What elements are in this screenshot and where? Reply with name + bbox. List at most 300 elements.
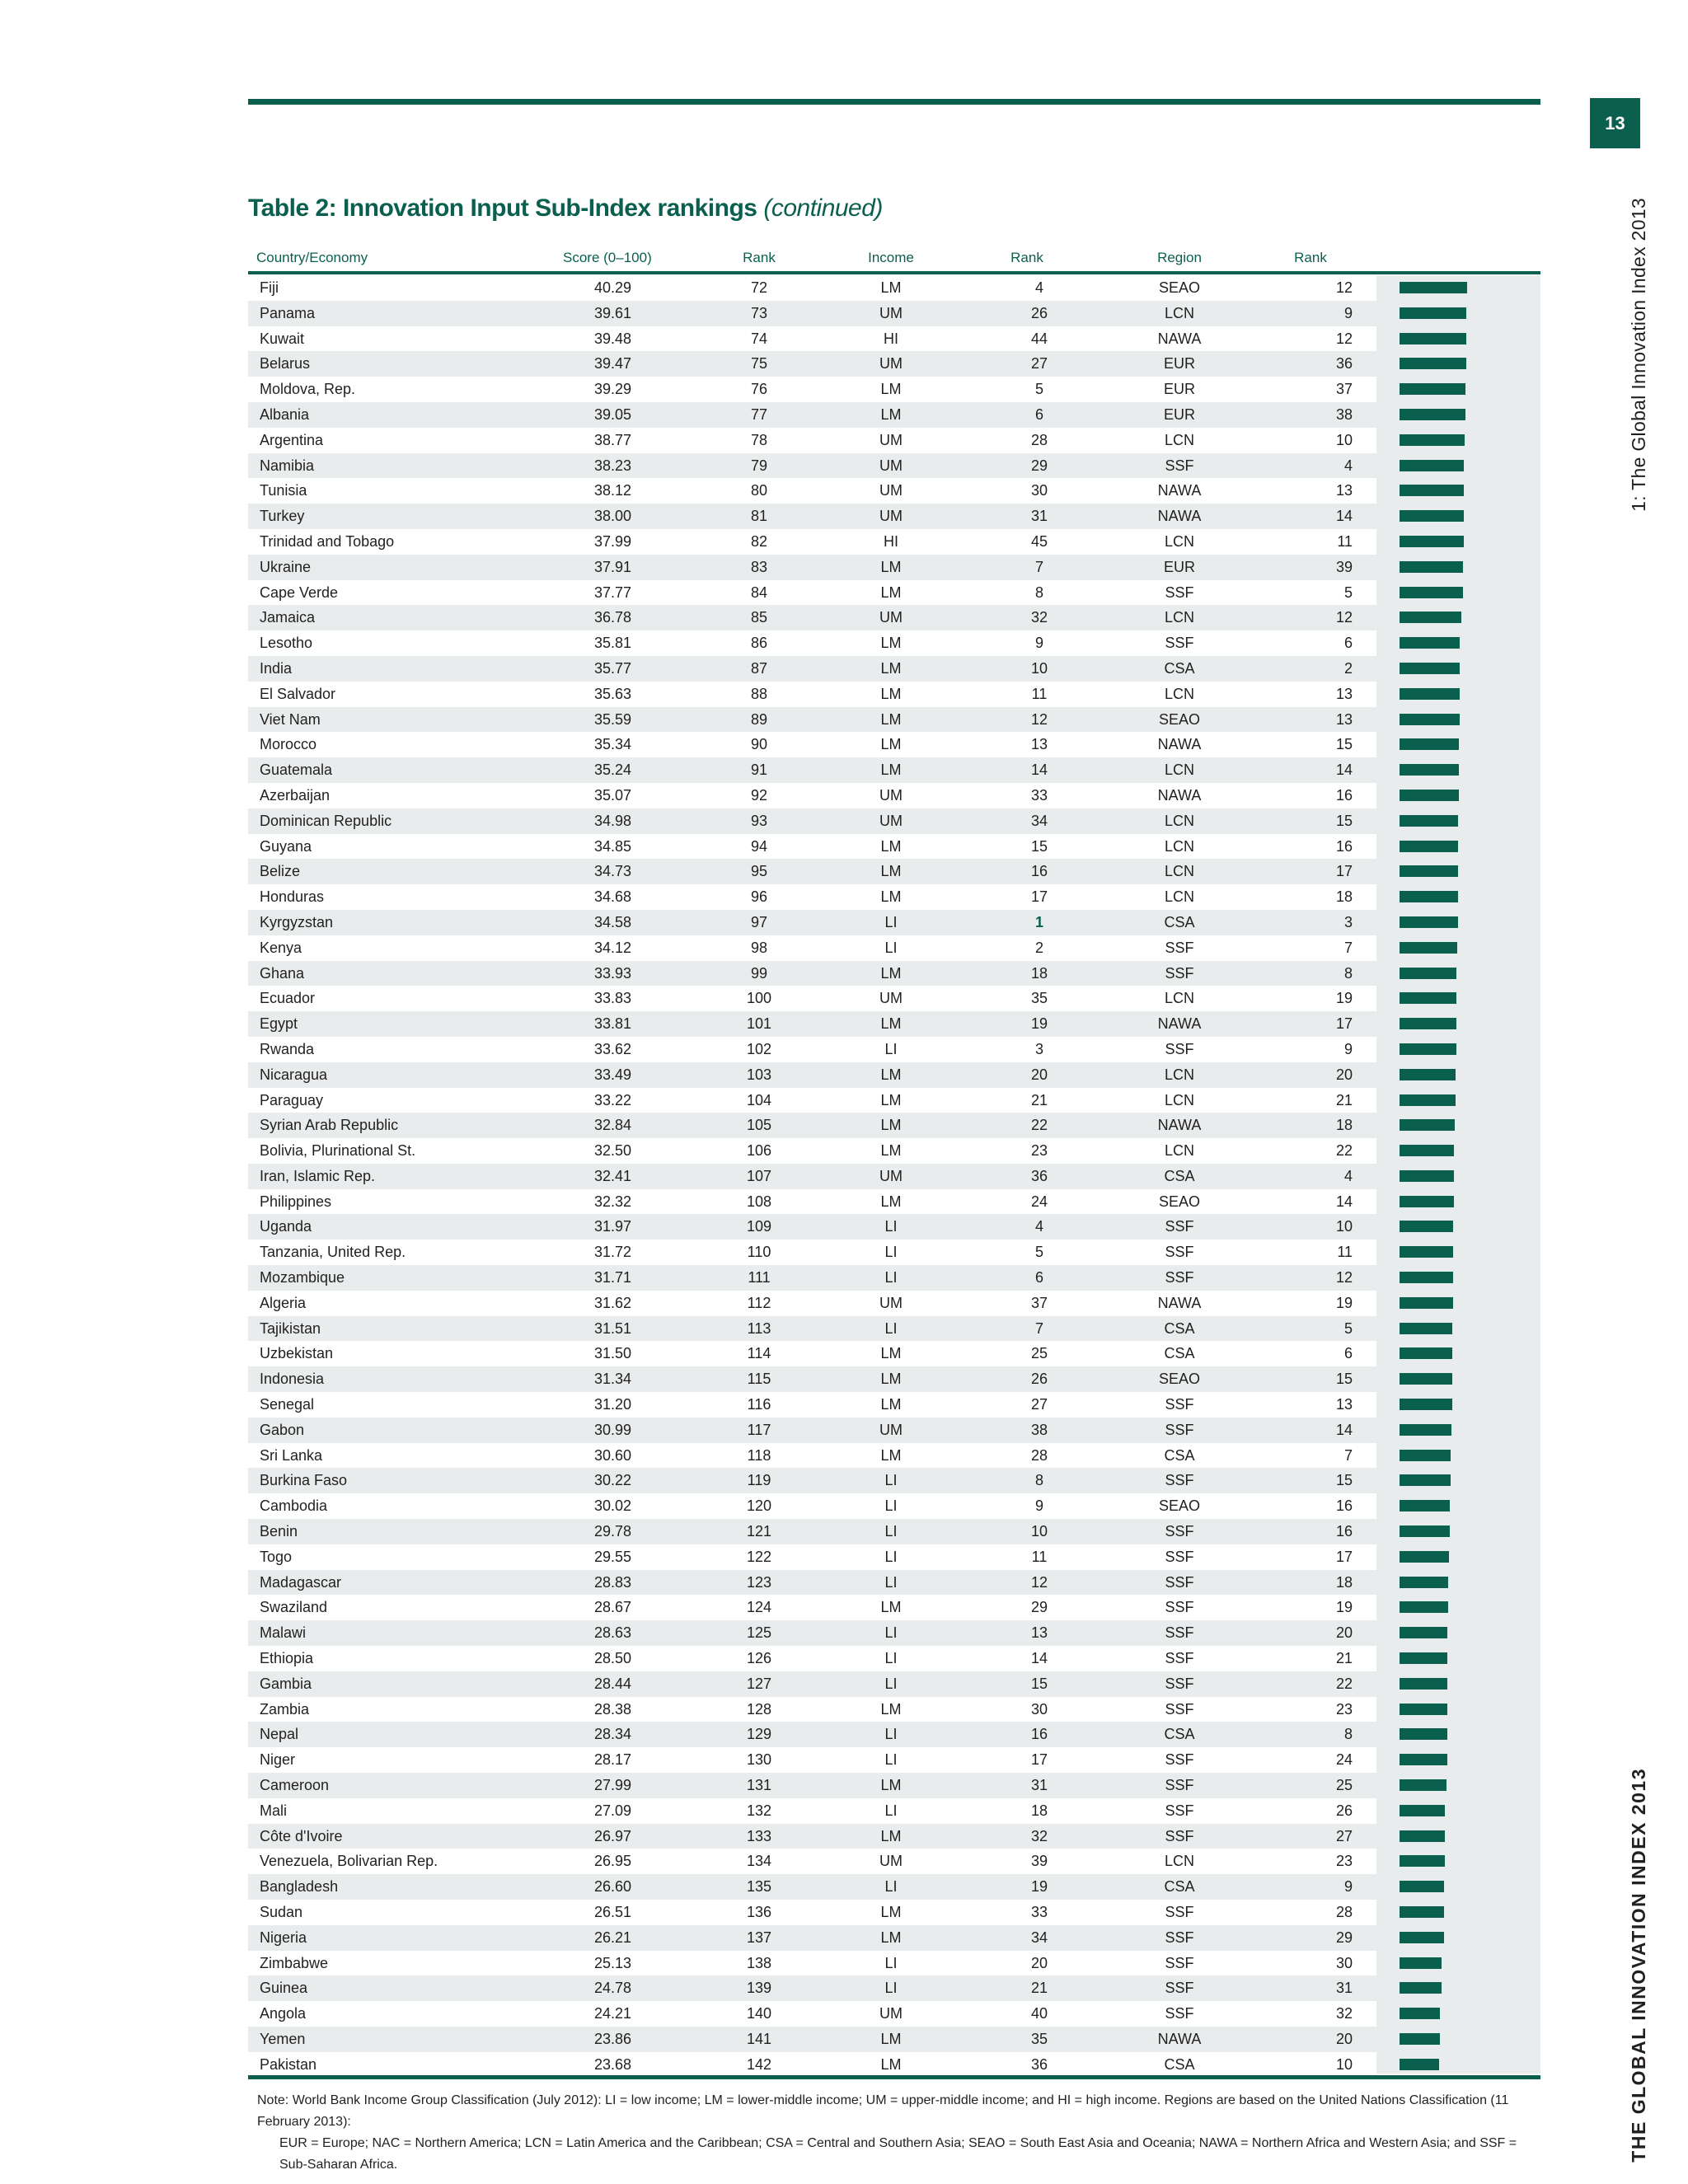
region-cell: CSA: [1164, 1726, 1195, 1743]
region-rank-cell: 36: [1335, 355, 1353, 373]
region-rank-cell: 13: [1335, 710, 1353, 728]
income-rank-cell: 31: [1030, 508, 1048, 525]
income-group-cell: HI: [884, 330, 898, 347]
income-rank-cell: 36: [1030, 2055, 1048, 2073]
income-rank-cell: 21: [1030, 1091, 1048, 1108]
score-cell: 31.34: [593, 1371, 631, 1388]
country-cell: Fiji: [260, 279, 279, 296]
region-cell: LCN: [1164, 1066, 1194, 1083]
score-bar: [1400, 1704, 1447, 1715]
region-cell: EUR: [1163, 355, 1195, 373]
score-cell: 34.98: [593, 812, 631, 829]
score-bar: [1400, 1652, 1447, 1664]
score-bar: [1400, 1246, 1453, 1258]
region-cell: SSF: [1165, 1751, 1194, 1769]
country-cell: Guinea: [260, 1980, 308, 1997]
score-cell: 35.24: [593, 762, 631, 779]
score-cell: 32.84: [593, 1117, 631, 1134]
income-rank-cell: 27: [1030, 1396, 1048, 1413]
income-group-cell: UM: [879, 355, 903, 373]
table-row: [248, 580, 1540, 606]
region-rank-cell: 7: [1343, 1446, 1353, 1464]
income-rank-cell: 13: [1030, 1624, 1048, 1642]
income-group-cell: LM: [880, 1371, 902, 1388]
score-cell: 30.02: [593, 1497, 631, 1515]
score-cell: 33.81: [593, 1015, 631, 1033]
score-bar: [1400, 942, 1457, 954]
region-cell: SSF: [1165, 1421, 1194, 1438]
country-cell: Belarus: [260, 355, 311, 373]
region-cell: LCN: [1164, 863, 1194, 880]
country-cell: Jamaica: [260, 609, 316, 626]
income-group-cell: LM: [880, 279, 902, 296]
rank-cell: 79: [750, 457, 768, 474]
country-cell: Malawi: [260, 1624, 307, 1642]
income-group-cell: LM: [880, 381, 902, 398]
score-bar: [1400, 2008, 1440, 2019]
score-bar: [1400, 307, 1466, 319]
rank-cell: 108: [746, 1193, 772, 1210]
income-rank-cell: 16: [1030, 1726, 1048, 1743]
table-row: [248, 1874, 1540, 1900]
region-rank-cell: 20: [1335, 1624, 1353, 1642]
region-rank-cell: 11: [1337, 532, 1353, 550]
country-cell: Tunisia: [260, 482, 307, 499]
score-bar: [1400, 1728, 1447, 1740]
income-group-cell: LI: [884, 1548, 898, 1565]
income-group-cell: LI: [884, 1954, 898, 1971]
region-rank-cell: 10: [1335, 431, 1353, 448]
region-cell: SEAO: [1158, 1497, 1201, 1515]
table-row: [248, 301, 1540, 326]
income-group-cell: LI: [884, 1980, 898, 1997]
rank-cell: 140: [746, 2005, 772, 2022]
table-row: [248, 1214, 1540, 1240]
score-bar: [1400, 1577, 1448, 1588]
region-cell: SSF: [1165, 1269, 1194, 1286]
score-bar: [1400, 663, 1460, 674]
score-cell: 33.93: [593, 964, 631, 982]
score-cell: 40.29: [593, 279, 631, 296]
score-bar: [1400, 1043, 1456, 1055]
income-rank-cell: 9: [1034, 635, 1043, 652]
income-rank-cell: 29: [1030, 457, 1048, 474]
income-rank-cell: 30: [1030, 482, 1048, 499]
score-bar: [1400, 1145, 1454, 1156]
rank-cell: 126: [746, 1650, 772, 1667]
country-cell: Turkey: [260, 508, 305, 525]
region-rank-cell: 5: [1343, 1319, 1353, 1337]
income-group-cell: LM: [880, 583, 902, 601]
region-rank-cell: 9: [1343, 304, 1353, 321]
table-row: [248, 1291, 1540, 1316]
score-bar: [1400, 714, 1460, 725]
region-cell: CSA: [1164, 659, 1195, 677]
score-bar: [1400, 1094, 1456, 1106]
table-row: [248, 783, 1540, 808]
rank-cell: 103: [746, 1066, 772, 1083]
table-row: [248, 1900, 1540, 1925]
region-rank-cell: 18: [1335, 1573, 1353, 1591]
score-cell: 28.83: [593, 1573, 631, 1591]
rank-cell: 81: [750, 508, 768, 525]
score-cell: 30.22: [593, 1472, 631, 1489]
region-cell: CSA: [1164, 1878, 1195, 1896]
region-rank-cell: 25: [1335, 1777, 1353, 1794]
table-row: [248, 859, 1540, 884]
table-row: [248, 1265, 1540, 1291]
region-rank-cell: 26: [1335, 1802, 1353, 1819]
country-cell: Viet Nam: [260, 710, 321, 728]
income-group-cell: LM: [880, 1117, 902, 1134]
rank-cell: 118: [747, 1446, 771, 1464]
region-cell: CSA: [1164, 1446, 1195, 1464]
table-row: [248, 1697, 1540, 1722]
score-cell: 32.41: [593, 1167, 631, 1184]
rank-cell: 76: [750, 381, 768, 398]
income-group-cell: LI: [884, 1269, 898, 1286]
rank-cell: 91: [750, 762, 768, 779]
rank-cell: 129: [746, 1726, 772, 1743]
region-rank-cell: 9: [1343, 1878, 1353, 1896]
rank-cell: 123: [746, 1573, 772, 1591]
note-line-2: EUR = Europe; NAC = Northern America; LCN = Latin America and the Caribbean; CSA = Central and Southern Asia; SEAO = South East Asia and Oceania; NAWA = Northern Africa and Western Asia; and SSF = Sub-Saharan Africa.: [279, 2136, 1517, 2172]
country-cell: Niger: [260, 1751, 296, 1769]
score-cell: 35.59: [593, 710, 631, 728]
score-cell: 33.22: [593, 1091, 631, 1108]
country-cell: Benin: [260, 1523, 298, 1540]
region-cell: LCN: [1164, 1853, 1194, 1870]
region-cell: SSF: [1165, 1904, 1194, 1920]
income-rank-cell: 13: [1030, 736, 1048, 753]
income-rank-cell: 21: [1030, 1980, 1048, 1997]
region-cell: NAWA: [1157, 1294, 1202, 1311]
income-rank-cell: 5: [1034, 1244, 1043, 1261]
table-row: [248, 1493, 1540, 1519]
country-cell: Guatemala: [260, 762, 333, 779]
table-row: [248, 834, 1540, 860]
region-cell: SSF: [1165, 1523, 1194, 1540]
region-cell: NAWA: [1157, 736, 1202, 753]
country-cell: Gabon: [260, 1421, 305, 1438]
region-cell: LCN: [1164, 431, 1194, 448]
income-group-cell: UM: [879, 304, 903, 321]
income-group-cell: LI: [884, 1624, 898, 1642]
table-row: [248, 1798, 1540, 1824]
rank-cell: 93: [750, 812, 768, 829]
rank-cell: 107: [746, 1167, 772, 1184]
score-bar: [1400, 485, 1464, 496]
income-rank-cell: 26: [1030, 304, 1048, 321]
table-row: [248, 377, 1540, 402]
income-group-cell: LI: [884, 1802, 898, 1819]
income-rank-cell: 18: [1030, 964, 1048, 982]
score-cell: 27.09: [593, 1802, 631, 1819]
rank-cell: 99: [750, 964, 768, 982]
rank-cell: 88: [750, 685, 768, 702]
country-cell: Nepal: [260, 1726, 299, 1743]
score-bar: [1400, 815, 1458, 827]
rank-cell: 135: [746, 1878, 772, 1896]
score-cell: 38.00: [593, 508, 631, 525]
score-cell: 38.12: [593, 482, 631, 499]
table-row: [248, 1366, 1540, 1392]
income-group-cell: LM: [880, 964, 902, 982]
region-cell: SSF: [1165, 1777, 1194, 1794]
rank-cell: 92: [750, 786, 768, 804]
income-rank-cell: 34: [1030, 812, 1048, 829]
country-cell: Paraguay: [260, 1091, 324, 1108]
region-rank-cell: 2: [1343, 659, 1353, 677]
income-group-cell: UM: [879, 1294, 903, 1311]
score-cell: 34.12: [593, 939, 631, 956]
rank-cell: 119: [747, 1472, 771, 1489]
region-cell: LCN: [1164, 837, 1194, 855]
region-rank-cell: 16: [1335, 786, 1353, 804]
region-cell: LCN: [1164, 1091, 1194, 1108]
score-cell: 23.86: [593, 2030, 631, 2047]
region-cell: SSF: [1165, 1624, 1194, 1642]
income-group-cell: LI: [884, 1878, 898, 1896]
region-rank-cell: 10: [1335, 1218, 1353, 1235]
region-rank-cell: 29: [1335, 1929, 1353, 1946]
table-row: [248, 1443, 1540, 1469]
country-cell: Yemen: [260, 2030, 306, 2047]
rank-cell: 95: [750, 863, 768, 880]
header-income-rank: Rank: [1010, 250, 1043, 265]
region-rank-cell: 37: [1335, 381, 1353, 398]
income-group-cell: LM: [880, 1904, 902, 1920]
table-row: [248, 986, 1540, 1011]
region-rank-cell: 32: [1335, 2005, 1353, 2022]
income-group-cell: LM: [880, 1929, 902, 1946]
score-bar: [1400, 536, 1464, 547]
region-cell: CSA: [1164, 1345, 1195, 1362]
income-rank-cell: 17: [1030, 888, 1048, 906]
score-bar: [1400, 738, 1459, 750]
table-row: [248, 1062, 1540, 1088]
score-cell: 39.47: [593, 355, 631, 373]
income-group-cell: LM: [880, 635, 902, 652]
rank-cell: 85: [750, 609, 768, 626]
income-group-cell: LM: [880, 558, 902, 575]
rank-cell: 141: [746, 2030, 772, 2047]
region-cell: SSF: [1165, 1650, 1194, 1667]
country-cell: Kuwait: [260, 330, 305, 347]
region-cell: LCN: [1164, 1142, 1194, 1160]
score-cell: 28.34: [593, 1726, 631, 1743]
table-row: [248, 1164, 1540, 1189]
header-score: Score (0–100): [563, 250, 652, 265]
country-cell: Cameroon: [260, 1777, 330, 1794]
table-row: [248, 961, 1540, 987]
country-cell: Kyrgyzstan: [260, 913, 334, 930]
region-cell: SSF: [1165, 635, 1194, 652]
region-rank-cell: 22: [1335, 1142, 1353, 1160]
income-rank-cell: 10: [1030, 659, 1048, 677]
score-bar: [1400, 612, 1461, 623]
income-group-cell: LM: [880, 1777, 902, 1794]
table-row: [248, 1392, 1540, 1418]
income-rank-cell: 6: [1034, 1269, 1043, 1286]
region-cell: SSF: [1165, 1040, 1194, 1057]
score-cell: 23.68: [593, 2055, 631, 2073]
region-cell: SSF: [1165, 583, 1194, 601]
score-cell: 28.44: [593, 1675, 631, 1692]
region-cell: SSF: [1165, 457, 1194, 474]
bottom-rule: [248, 2075, 1540, 2079]
country-cell: Nigeria: [260, 1929, 307, 1946]
country-cell: Madagascar: [260, 1573, 342, 1591]
table-row: [248, 428, 1540, 453]
income-group-cell: LI: [884, 1218, 898, 1235]
rank-cell: 74: [750, 330, 768, 347]
income-rank-cell: 11: [1031, 1548, 1048, 1565]
rank-cell: 77: [750, 405, 768, 423]
rank-cell: 134: [746, 1853, 772, 1870]
score-cell: 28.50: [593, 1650, 631, 1667]
income-group-cell: LI: [884, 913, 898, 930]
income-rank-cell: 14: [1030, 1650, 1048, 1667]
region-cell: CSA: [1164, 1319, 1195, 1337]
income-group-cell: UM: [879, 431, 903, 448]
header-region: Region: [1157, 250, 1202, 265]
score-bar: [1400, 1830, 1445, 1842]
rank-cell: 122: [746, 1548, 772, 1565]
side-running-title: 1: The Global Innovation Index 2013: [1628, 198, 1649, 512]
score-bar: [1400, 1526, 1450, 1537]
income-rank-cell: 7: [1034, 558, 1043, 575]
table-row: [248, 1925, 1540, 1951]
region-rank-cell: 14: [1335, 1193, 1353, 1210]
score-bar: [1400, 1957, 1442, 1969]
region-cell: SSF: [1165, 1827, 1194, 1844]
region-cell: SSF: [1165, 1396, 1194, 1413]
score-cell: 38.23: [593, 457, 631, 474]
table-row: [248, 1418, 1540, 1443]
income-rank-cell: 44: [1030, 330, 1048, 347]
region-rank-cell: 4: [1343, 457, 1353, 474]
country-cell: Panama: [260, 304, 316, 321]
score-bar: [1400, 1500, 1450, 1511]
region-cell: SSF: [1165, 1954, 1194, 1971]
rank-cell: 128: [746, 1700, 772, 1718]
region-rank-cell: 21: [1335, 1650, 1353, 1667]
region-rank-cell: 38: [1335, 405, 1353, 423]
region-rank-cell: 17: [1335, 863, 1353, 880]
table-row: [248, 555, 1540, 580]
score-bar: [1400, 865, 1458, 877]
income-rank-cell: 34: [1030, 1929, 1048, 1946]
income-group-cell: LM: [880, 710, 902, 728]
score-cell: 35.77: [593, 659, 631, 677]
income-rank-cell: 10: [1030, 1523, 1048, 1540]
score-cell: 26.95: [593, 1853, 631, 1870]
score-bar: [1400, 1932, 1444, 1943]
region-rank-cell: 4: [1343, 1167, 1353, 1184]
country-cell: Angola: [260, 2005, 307, 2022]
score-cell: 32.50: [593, 1142, 631, 1160]
table-row: [248, 402, 1540, 428]
rank-cell: 136: [746, 1904, 772, 1920]
table-row: [248, 1240, 1540, 1265]
country-cell: Morocco: [260, 736, 317, 753]
income-group-cell: LM: [880, 1827, 902, 1844]
income-rank-cell: 40: [1030, 2005, 1048, 2022]
income-rank-cell: 19: [1030, 1015, 1048, 1033]
score-bar: [1400, 1170, 1454, 1182]
income-rank-cell: 15: [1030, 1675, 1048, 1692]
score-cell: 31.20: [593, 1396, 631, 1413]
income-group-cell: LM: [880, 762, 902, 779]
income-group-cell: LM: [880, 1091, 902, 1108]
region-rank-cell: 14: [1335, 1421, 1353, 1438]
rank-cell: 90: [750, 736, 768, 753]
score-bar: [1400, 587, 1463, 598]
country-cell: Togo: [260, 1548, 293, 1565]
region-cell: SSF: [1165, 1573, 1194, 1591]
table-row: [248, 1519, 1540, 1544]
region-rank-cell: 18: [1335, 888, 1353, 906]
table-row: [248, 504, 1540, 529]
table-row: [248, 935, 1540, 961]
score-cell: 24.21: [593, 2005, 631, 2022]
income-group-cell: LM: [880, 1345, 902, 1362]
score-bar: [1400, 1551, 1449, 1563]
country-cell: Philippines: [260, 1193, 332, 1210]
income-group-cell: LM: [880, 405, 902, 423]
country-cell: Iran, Islamic Rep.: [260, 1167, 376, 1184]
table-row: [248, 453, 1540, 479]
income-rank-cell: 35: [1030, 2030, 1048, 2047]
score-bar: [1400, 561, 1463, 573]
region-cell: SSF: [1165, 2005, 1194, 2022]
income-group-cell: LI: [884, 1523, 898, 1540]
rank-cell: 75: [750, 355, 768, 373]
table-row: [248, 1747, 1540, 1773]
country-cell: Pakistan: [260, 2055, 317, 2073]
score-bar: [1400, 1424, 1451, 1436]
country-cell: Tanzania, United Rep.: [260, 1244, 406, 1261]
region-rank-cell: 15: [1335, 812, 1353, 829]
rank-cell: 116: [747, 1396, 771, 1413]
score-cell: 29.78: [593, 1523, 631, 1540]
rank-cell: 101: [746, 1015, 772, 1033]
country-cell: Belize: [260, 863, 301, 880]
country-cell: Ethiopia: [260, 1650, 314, 1667]
score-bar: [1400, 1627, 1447, 1638]
table-row: [248, 605, 1540, 630]
score-bar: [1400, 1855, 1445, 1867]
region-rank-cell: 24: [1335, 1751, 1353, 1769]
region-cell: LCN: [1164, 812, 1194, 829]
score-cell: 30.99: [593, 1421, 631, 1438]
rank-cell: 82: [750, 532, 768, 550]
region-rank-cell: 11: [1337, 1244, 1353, 1261]
rank-cell: 125: [746, 1624, 772, 1642]
region-rank-cell: 13: [1335, 482, 1353, 499]
country-cell: Zambia: [260, 1700, 310, 1718]
score-bar: [1400, 1881, 1444, 1892]
table-row: [248, 1595, 1540, 1620]
score-bar: [1400, 992, 1456, 1004]
table-row: [248, 1088, 1540, 1113]
score-cell: 34.68: [593, 888, 631, 906]
region-rank-cell: 22: [1335, 1675, 1353, 1692]
score-bar: [1400, 2033, 1440, 2045]
score-bar: [1400, 333, 1466, 344]
income-rank-cell: 24: [1030, 1193, 1048, 1210]
